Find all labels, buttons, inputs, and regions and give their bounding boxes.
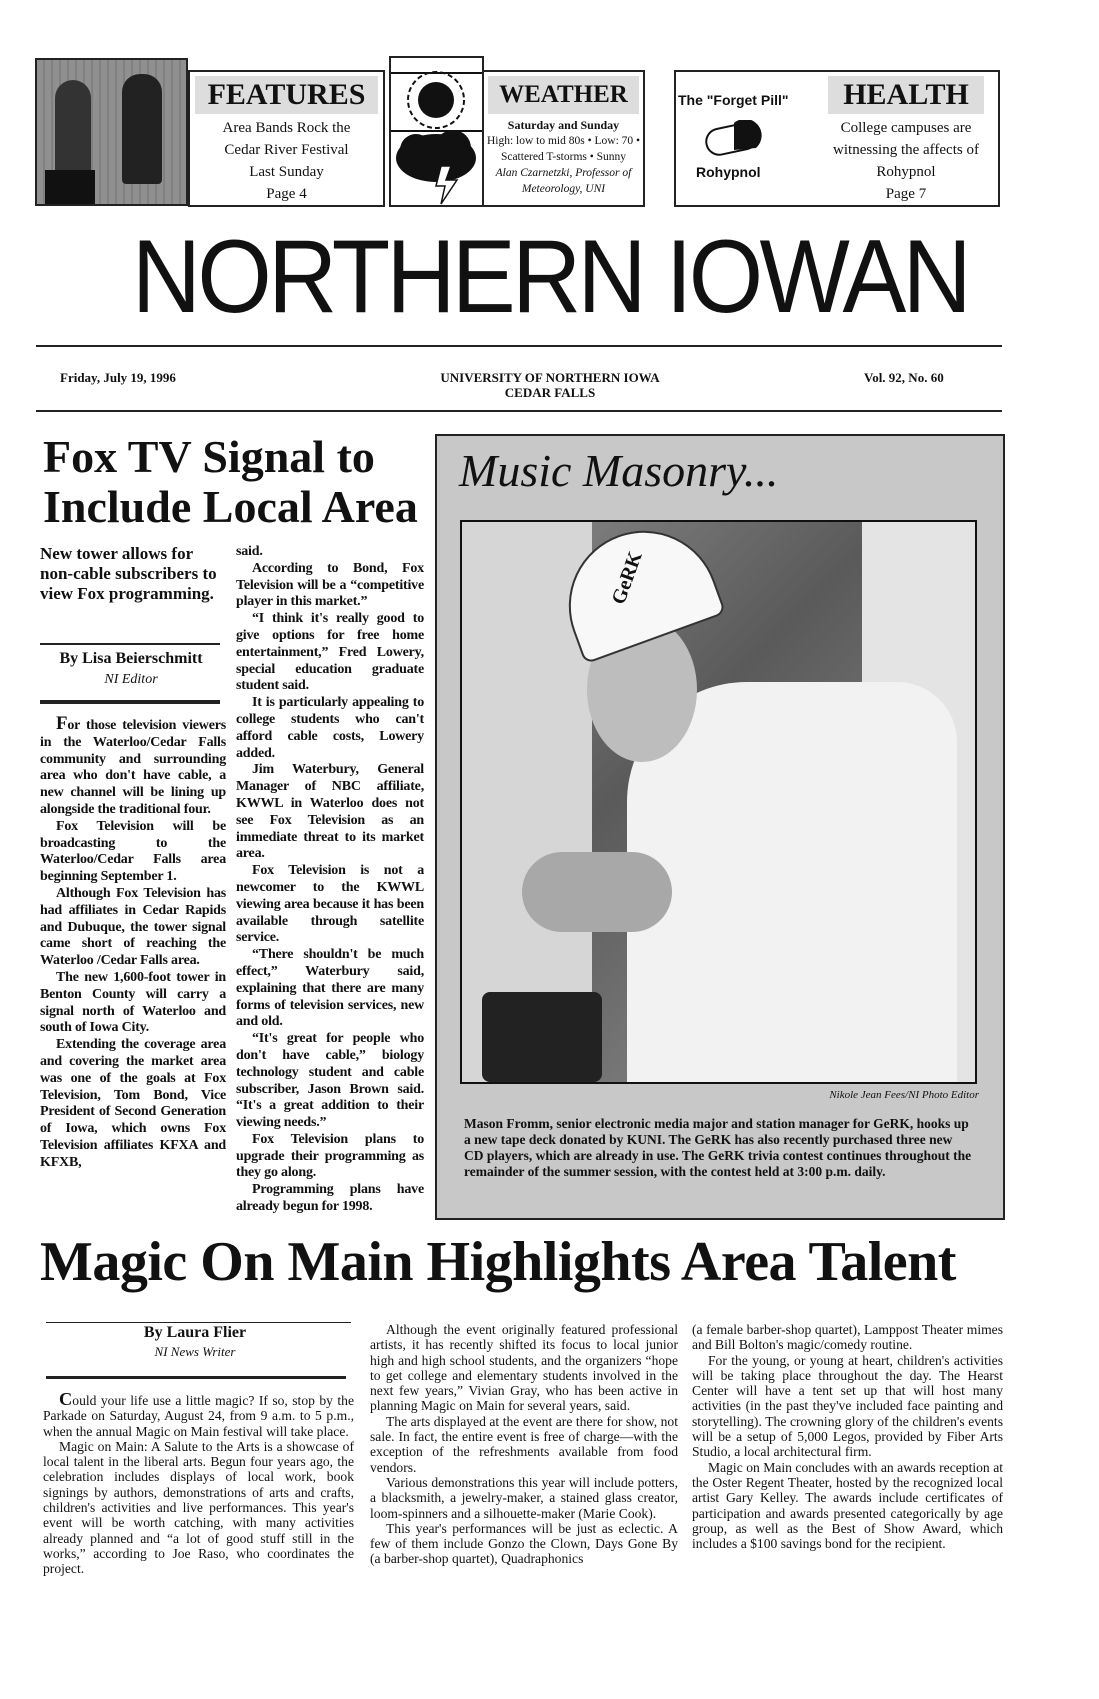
weather-tag: WEATHER [488,76,639,114]
paragraph: Magic on Main: A Salute to the Arts is a showcase of local talent in the liberal arts. Begun four years ago, the celebration includes displays of local work, book signings by authors, demonstrations of arts and crafts, children's activities and live performances. This year's event will be worth catching, with many activities already planned and “a lot of good stuff still in the works,” according to Joe Raso, who coordinates the project. [43,1438,354,1577]
paragraph: For the young, or young at heart, children's activities will be taking place throughout the day. The Hearst Center will have a tent set up that will host many activities (in the past they've included face painting and storytelling). The crowning glory of the children's events will be a setup of 5,000 Legos, provided by Fiber Arts Studio, a local architectural firm. [692,1352,1003,1460]
university-name: UNIVERSITY OF NORTHERN IOWA [440,370,660,385]
divider [46,1376,346,1379]
paragraph: Fox Television is not a newcomer to the KWWL viewing area because it has been available through satellite service. [236,863,424,946]
paragraph: (a female barber-shop quartet), Lamppost Theater mimes and Bill Bolton's magic/comedy routine. [692,1322,1003,1353]
photo-title: Music Masonry... [459,445,779,496]
divider [40,700,220,704]
paragraph: “I think it's really good to give options for free home entertainment,” Fred Lowery, special education graduate student said. [236,611,424,694]
weather-forecast: Scattered T-storms • Sunny [500,151,627,163]
paragraph: Fox Television will be broadcasting to the Waterloo/Cedar Falls area beginning September 1. [40,818,226,885]
health-line: Rohypnol [876,164,936,180]
paragraph: Although the event originally featured professional artists, it has recently shifted its focus to local junior high and high school students, and the organizers “hope to get college and elementary students involved in the next few years,” Vivian Gray, who has been active in planning Magic on Main for several years, said. [370,1322,678,1414]
paragraph: Jim Waterbury, General Manager of NBC affiliate, KWWL in Waterloo does not see Fox Television as an immediate threat to its market area. [236,762,424,862]
photo-feature [435,434,1005,1220]
fox-column-1 [40,713,226,1172]
paragraph: Although Fox Television has had affiliates in Cedar Rapids and Dubuque, the tower signal came short of reaching the Waterloo /Cedar Falls area. [40,885,226,969]
paragraph: This year's performances will be just as eclectic. A few of them include Gonzo the Clown, Days Gone By (a barber-shop quartet), Quadraphonics [370,1520,678,1567]
pill-icon [704,120,764,160]
features-line: Page 4 [266,186,307,202]
sun-icon [408,72,464,128]
magic-column-1 [43,1389,354,1577]
paragraph: Fox Television plans to upgrade their programming as they go along. [236,1131,424,1181]
hat-text: GeRK [607,548,647,608]
paragraph: The new 1,600-foot tower in Benton County will carry a signal north of Waterloo and south of Iowa City. [40,969,226,1036]
health-line: Page 7 [885,186,927,202]
weather-teaser[interactable] [482,70,645,207]
fox-subhead: New tower allows for non-cable subscribers to view Fox programming. [40,544,217,603]
photo-credit: Nikole Jean Fees/NI Photo Editor [829,1089,979,1101]
divider [36,410,1002,412]
paragraph: “There shouldn't be much effect,” Waterbury said, explaining that there are many forms of television services, new and old. [236,947,424,1030]
paragraph: Programming plans have already begun for 1998. [236,1182,424,1215]
health-tag: HEALTH [828,76,984,114]
fox-column-2 [236,544,424,1216]
magic-column-3 [692,1322,1003,1551]
features-tag: FEATURES [195,76,378,114]
paragraph: According to Bond, Fox Television will be a “competitive player in this market.” [236,560,424,610]
magic-role: NI News Writer [154,1344,236,1359]
weather-icons [389,56,484,207]
volume-number: Vol. 92, No. 60 [864,370,944,385]
issue-date: Friday, July 19, 1996 [60,370,176,385]
equipment [482,992,602,1082]
paragraph: The arts displayed at the event are there for show, not sale. In fact, the entire event is free of charge—with the exception of the refreshments available from food vendors. [370,1413,678,1475]
magic-headline: Magic On Main Highlights Area Talent [40,1231,956,1293]
storm-cloud-icon [396,130,476,204]
pill-label: Rohypnol [696,164,761,180]
features-line: Area Bands Rock the [222,120,351,136]
weather-credit: Meteorology, UNI [521,183,606,195]
features-line: Last Sunday [249,164,324,180]
fox-headline: Fox TV Signal to Include Local Area [43,431,418,532]
health-teaser[interactable] [674,70,1000,207]
divider [40,643,220,645]
paragraph: ould your life use a little magic? If so, stop by the Parkade on Saturday, August 24, from 9 a.m. to 5 p.m., when the annual Magic on Main festival will take place. [43,1393,354,1439]
paragraph: or those television viewers in the Waterloo/Cedar Falls community and surrounding area who don't have cable, a new channel will be lining up alongside the traditional four. [40,718,226,817]
health-line: College campuses are [840,120,972,136]
paragraph: said. [236,544,263,559]
city-name: CEDAR FALLS [504,385,596,400]
dropcap: F [56,713,68,734]
weather-days: Saturday and Sunday [507,118,620,132]
magic-column-2 [370,1322,678,1567]
weather-credit: Alan Czarnetzki, Professor of [495,167,632,179]
health-line: witnessing the affects of [833,142,979,158]
paragraph: Extending the coverage area and covering the market area was one of the goals at Fox Television, Tom Bond, Vice President of Second Generation of Iowa, which owns Fox Television affiliates KFXA and KFXB, [40,1037,226,1170]
paragraph: Magic on Main concludes with an awards reception at the Oster Regent Theater, hosted by the recognized local artist Gary Kelley. The awards include certificates of participation and awards presented categorically by age group, as well as the Best of Show Award, which includes a $100 savings bond for the recipient. [692,1459,1003,1552]
pill-title: The "Forget Pill" [678,92,789,108]
fox-byline: By Lisa Beierschmitt [59,650,203,667]
divider [36,345,1002,347]
divider [46,1322,351,1323]
dropcap: C [59,1389,73,1409]
paragraph: It is particularly appealing to college students who can't afford cable costs, Lowery added. [236,695,424,761]
paragraph: Various demonstrations this year will include potters, a blacksmith, a jewelry-maker, a stained glass creator, loom-spinners and a silhouette-maker (Marie Cook). [370,1474,678,1521]
photo-caption: Mason Fromm, senior electronic media major and station manager for GeRK, hooks up a new tape deck donated by KUNI. The GeRK has also recently purchased three new CD players, which are already in use. The GeRK trivia contest continues throughout the remainder of the summer session, with the contest held at 3:00 p.m. daily. [464,1116,972,1179]
fox-role: NI Editor [104,672,158,687]
masthead-title: NORTHERN IOWAN [131,219,969,335]
paragraph: “It's great for people who don't have cable,” biology technology student and cable subscriber, Jason Brown said. “It's a great addition to their viewing needs.” [236,1031,424,1131]
features-line: Cedar River Festival [224,142,349,158]
magic-byline: By Laura Flier [143,1324,247,1341]
features-teaser[interactable] [188,70,385,207]
photo [460,520,977,1084]
weather-forecast: High: low to mid 80s • Low: 70 • [486,135,641,147]
hands [522,852,672,932]
features-photo [35,58,188,206]
